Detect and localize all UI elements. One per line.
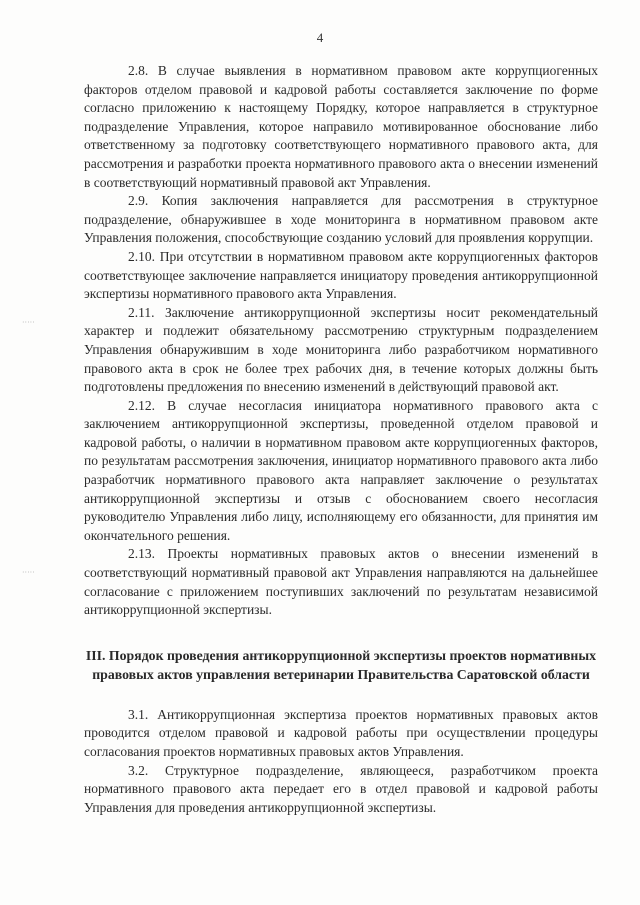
paragraph-2-8: 2.8. В случае выявления в нормативном правовом акте коррупциогенных факторов отделом правовой и кадровой работы составляется заключение по форме согласно приложению к настоящему Порядку, которое направляется в структурное подразделение Управления, которое направило мотивированное обоснование либо ответственному за подготовку соответствующего нормативного правового акта, для рассмотрения и разработки проекта нормативного правового акта о внесении изменений в соответствующий нормативный правовой акт Управления. — [84, 63, 598, 190]
scan-margin-mark: ····· — [22, 318, 35, 327]
paragraph-2-11: 2.11. Заключение антикоррупционной экспертизы носит рекомендательный характер и подлежит обязательному рассмотрению структурным подразделением Управления обнаружившим в ходе мониторинга либо разработчиком нормативного правового акта в срок не более трех рабочих дня, в течение которых должны быть подготовлены предложения по внесению изменений в действующий правовой акт. — [84, 304, 598, 395]
page-number: 4 — [316, 30, 324, 45]
paragraph-3-2: 3.2. Структурное подразделение, являющееся, разработчиком проекта нормативного правового акта передает его в отдел правовой и кадровой работы Управления для проведения антикоррупционной экспертизы. — [84, 762, 598, 815]
paragraph-2-10: 2.10. При отсутствии в нормативном правовом акте коррупциогенных факторов соответствующее заключение направляется инициатору проведения антикоррупционной экспертизы нормативного правового акта Управления. — [84, 248, 598, 302]
document-body — [84, 62, 598, 817]
section-3-heading: III. Порядок проведения антикоррупционной экспертизы проектов нормативных правовых актов управления ветеринарии Правительства Саратовской области — [85, 647, 597, 682]
paragraph-3-1: 3.1. Антикоррупционная экспертиза проектов нормативных правовых актов проводится отделом правовой и кадровой работы при осуществлении процедуры согласования проектов нормативных правовых актов Управления. — [84, 706, 598, 759]
paragraph-2-12: 2.12. В случае несогласия инициатора нормативного правового акта с заключением антикоррупционной экспертизы, проведенной отделом правовой и кадровой работы, о наличии в нормативном правовом акте коррупциогенных факторов, по результатам рассмотрения заключения, инициатор нормативного правового акта либо разработчик нормативного правового акта направляет заключение о результатах антикоррупционной экспертизы и отзыв с обоснованием своего несогласия руководителю Управления либо лицу, исполняющему его обязанности, для принятия им окончательного решения. — [84, 397, 598, 543]
paragraph-2-9: 2.9. Копия заключения направляется для рассмотрения в структурное подразделение, обнаружившее в ходе мониторинга в нормативном правовом акте Управления положения, способствующие созданию условий для проявления коррупции. — [84, 193, 598, 246]
scan-margin-mark: ····· — [22, 568, 35, 577]
paragraph-2-13: 2.13. Проекты нормативных правовых актов о внесении изменений в соответствующий нормативный правовой акт Управления направляются на дальнейшее согласование с приложением поступивших заключений по результатам независимой антикоррупционной экспертизы. — [84, 546, 598, 618]
